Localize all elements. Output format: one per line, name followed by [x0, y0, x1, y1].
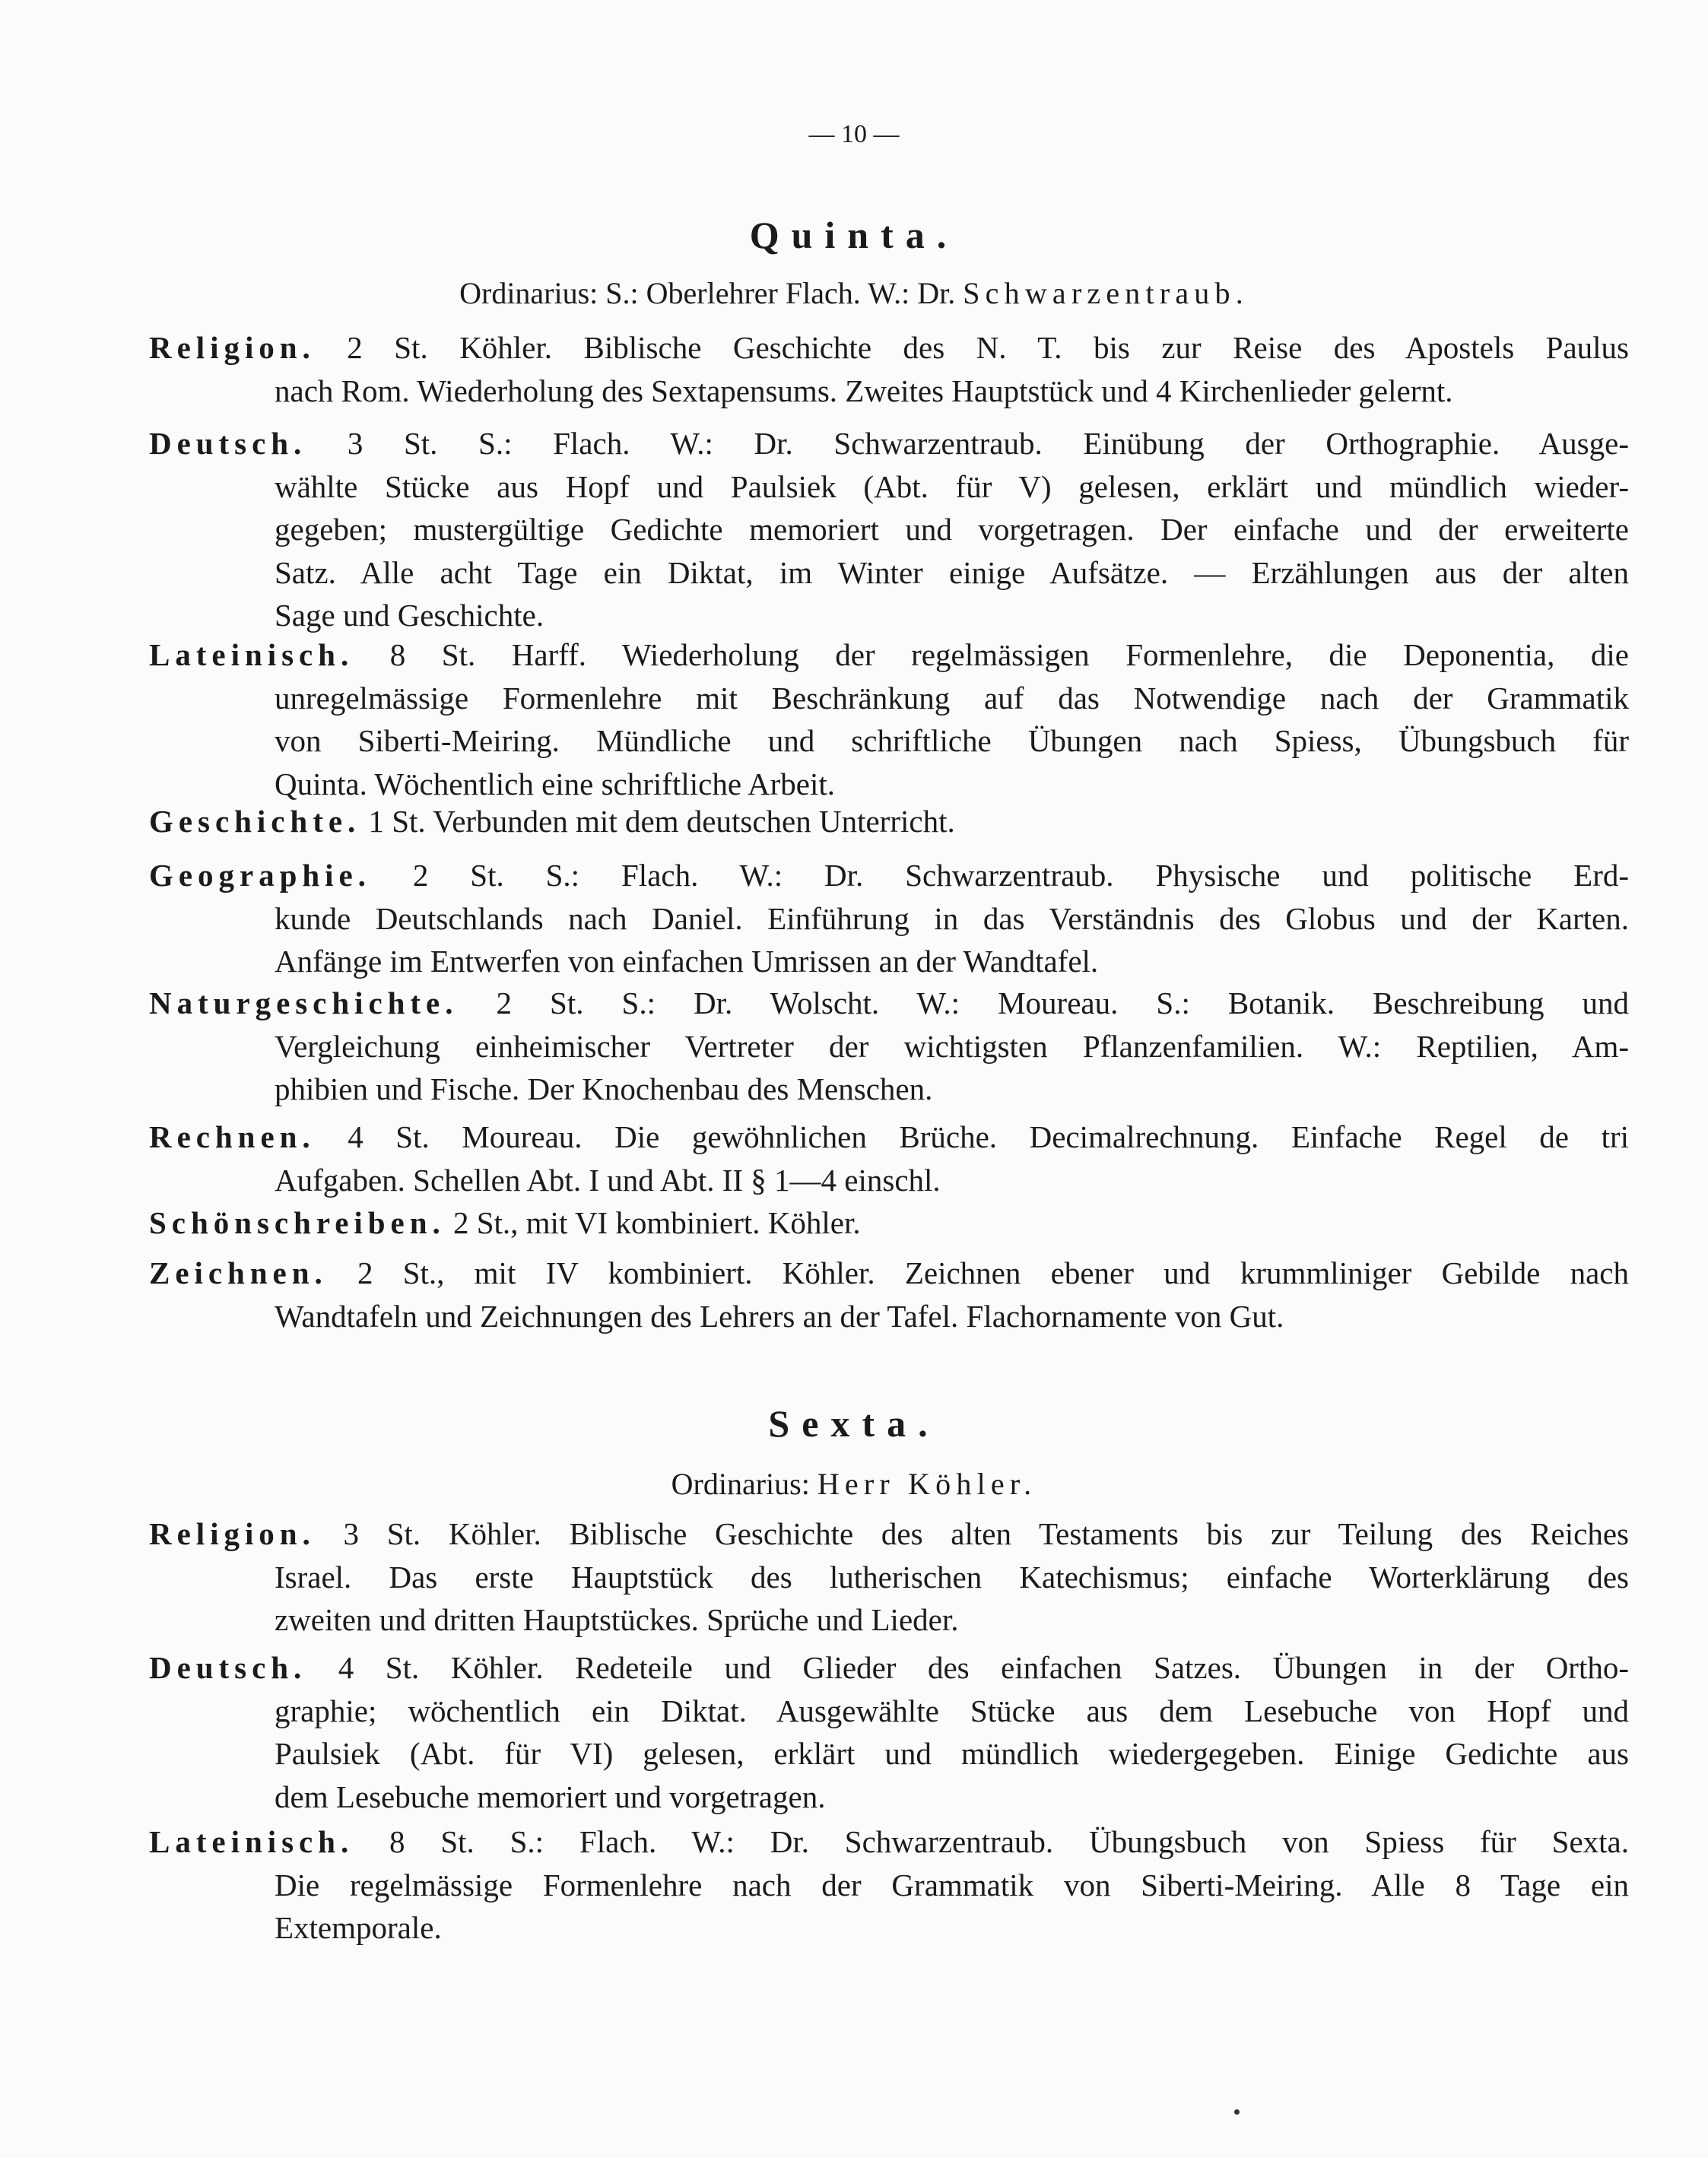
entry-line: Zeichnen. 2 St., mit IV kombiniert. Köhler. Zeichnen ebener und krummliniger Gebilde nach	[149, 1255, 1630, 1290]
ordinarius-label: Ordinarius:	[671, 1467, 810, 1501]
entry-line: Paulsiek (Abt. für VI) gelesen, erklärt und mündlich wiedergegeben. Einige Gedichte aus	[275, 1736, 1629, 1771]
entry-quinta-schoenschreiben	[149, 1201, 1629, 1245]
ordinarius-quinta	[0, 275, 1708, 311]
entry-line: dem Lesebuche memoriert und vorgetragen.	[275, 1779, 826, 1814]
entry-line: nach Rom. Wiederholung des Sextapensums. Zweites Hauptstück und 4 Kirchenlieder gelernt.	[275, 373, 1453, 408]
entry-line: Religion. 2 St. Köhler. Biblische Geschichte des N. T. bis zur Reise des Apostels Paulus	[149, 330, 1630, 365]
entry-line: Aufgaben. Schellen Abt. I und Abt. II § 1—4 einschl.	[275, 1162, 941, 1198]
ordinarius-label: Ordinarius:	[459, 276, 598, 310]
entry-line: Israel. Das erste Hauptstück des lutherischen Katechismus; einfache Worterklärung des	[275, 1559, 1629, 1595]
subject-label: Schönschreiben.	[149, 1205, 446, 1240]
section-heading-sexta: Sexta.	[768, 1402, 940, 1445]
subject-label: Religion.	[149, 1516, 316, 1551]
entry-quinta-geographie	[149, 854, 1629, 983]
entry-line: von Siberti-Meiring. Mündliche und schriftliche Übungen nach Spiess, Übungsbuch für	[275, 723, 1629, 758]
page-number: — 10 —	[808, 120, 900, 148]
entry-line: Geographie. 2 St. S.: Flach. W.: Dr. Schwarzentraub. Physische und politische Erd-	[149, 858, 1630, 893]
section-heading-quinta: Quinta.	[749, 214, 959, 256]
entry-line: wählte Stücke aus Hopf und Paulsiek (Abt. für V) gelesen, erklärt und mündlich wieder-	[275, 468, 1629, 504]
subject-label: Geschichte.	[149, 804, 361, 839]
entry-line: Wandtafeln und Zeichnungen des Lehrers an der Tafel. Flachornamente von Gut.	[275, 1298, 1284, 1334]
entry-line: Anfänge im Entwerfen von einfachen Umrissen an der Wandtafel.	[275, 944, 1099, 979]
entry-sexta-deutsch	[149, 1646, 1629, 1818]
entry-line: Lateinisch. 8 St. S.: Flach. W.: Dr. Schwarzentraub. Übungsbuch von Spiess für Sexta.	[149, 1824, 1630, 1859]
ordinarius-winter-label: W.: Dr.	[868, 276, 956, 310]
ink-speck	[1234, 2109, 1240, 2115]
entry-line: Geschichte. 1 St. Verbunden mit dem deutschen Unterricht.	[149, 804, 955, 839]
ordinarius-summer: S.: Oberlehrer Flach.	[605, 276, 861, 310]
subject-label: Rechnen.	[149, 1119, 316, 1154]
entry-line: phibien und Fische. Der Knochenbau des Menschen.	[275, 1071, 933, 1106]
entry-line: Sage und Geschichte.	[275, 598, 544, 633]
entry-line: zweiten und dritten Hauptstückes. Sprüche und Lieder.	[275, 1602, 959, 1637]
subject-label: Deutsch.	[149, 1650, 307, 1685]
entry-line: Extemporale.	[275, 1910, 442, 1945]
subject-label: Religion.	[149, 330, 316, 365]
entry-line: Deutsch. 4 St. Köhler. Redeteile und Glieder des einfachen Satzes. Übungen in der Ortho-	[149, 1650, 1629, 1685]
entry-quinta-religion	[149, 326, 1629, 412]
subject-label: Geographie.	[149, 858, 371, 893]
entry-line: Lateinisch. 8 St. Harff. Wiederholung der regelmässigen Formenlehre, die Deponentia, die	[149, 637, 1629, 672]
entry-line: Religion. 3 St. Köhler. Biblische Geschichte des alten Testaments bis zur Teilung des Reiches	[149, 1516, 1629, 1551]
entry-line: Schönschreiben. 2 St., mit VI kombiniert. Köhler.	[149, 1205, 861, 1240]
subject-label: Lateinisch.	[149, 1824, 354, 1859]
entry-line: Naturgeschichte. 2 St. S.: Dr. Wolscht. W.: Moureau. S.: Botanik. Beschreibung und	[149, 985, 1629, 1020]
ordinarius-name: Herr Köhler.	[817, 1467, 1037, 1501]
entry-line: Deutsch. 3 St. S.: Flach. W.: Dr. Schwarzentraub. Einübung der Orthographie. Ausge-	[149, 426, 1629, 461]
ordinarius-sexta	[0, 1466, 1708, 1502]
entry-line: graphie; wöchentlich ein Diktat. Ausgewählte Stücke aus dem Lesebuche von Hopf und	[275, 1693, 1629, 1728]
entry-quinta-naturgeschichte	[149, 982, 1629, 1111]
subject-label: Lateinisch.	[149, 637, 354, 672]
ordinarius-winter-name: Schwarzentraub.	[963, 276, 1249, 310]
subject-label: Deutsch.	[149, 426, 307, 461]
entry-line: Vergleichung einheimischer Vertreter der wichtigsten Pflanzenfamilien. W.: Reptilien, Am-	[275, 1028, 1629, 1064]
subject-label: Naturgeschichte.	[149, 985, 459, 1020]
entry-quinta-geschichte	[149, 800, 1629, 843]
entry-sexta-religion	[149, 1512, 1629, 1642]
entry-quinta-lateinisch	[149, 633, 1629, 805]
entry-line: unregelmässige Formenlehre mit Beschränkung auf das Notwendige nach der Grammatik	[275, 680, 1629, 716]
entry-quinta-zeichnen	[149, 1252, 1629, 1338]
entry-line: Rechnen. 4 St. Moureau. Die gewöhnlichen Brüche. Decimalrechnung. Einfache Regel de tri	[149, 1119, 1630, 1154]
entry-quinta-rechnen	[149, 1115, 1629, 1201]
entry-line: Quinta. Wöchentlich eine schriftliche Arbeit.	[275, 766, 835, 801]
entry-line: kunde Deutschlands nach Daniel. Einführung in das Verständnis des Globus und der Karten.	[275, 900, 1629, 936]
entry-quinta-deutsch	[149, 422, 1629, 637]
subject-label: Zeichnen.	[149, 1255, 328, 1290]
entry-line: Satz. Alle acht Tage ein Diktat, im Winter einige Aufsätze. — Erzählungen aus der alten	[275, 554, 1629, 590]
entry-line: gegeben; mustergültige Gedichte memoriert und vorgetragen. Der einfache und der erweiterte	[275, 512, 1629, 547]
entry-sexta-lateinisch	[149, 1820, 1629, 1950]
entry-line: Die regelmässige Formenlehre nach der Grammatik von Siberti-Meiring. Alle 8 Tage ein	[275, 1867, 1629, 1903]
